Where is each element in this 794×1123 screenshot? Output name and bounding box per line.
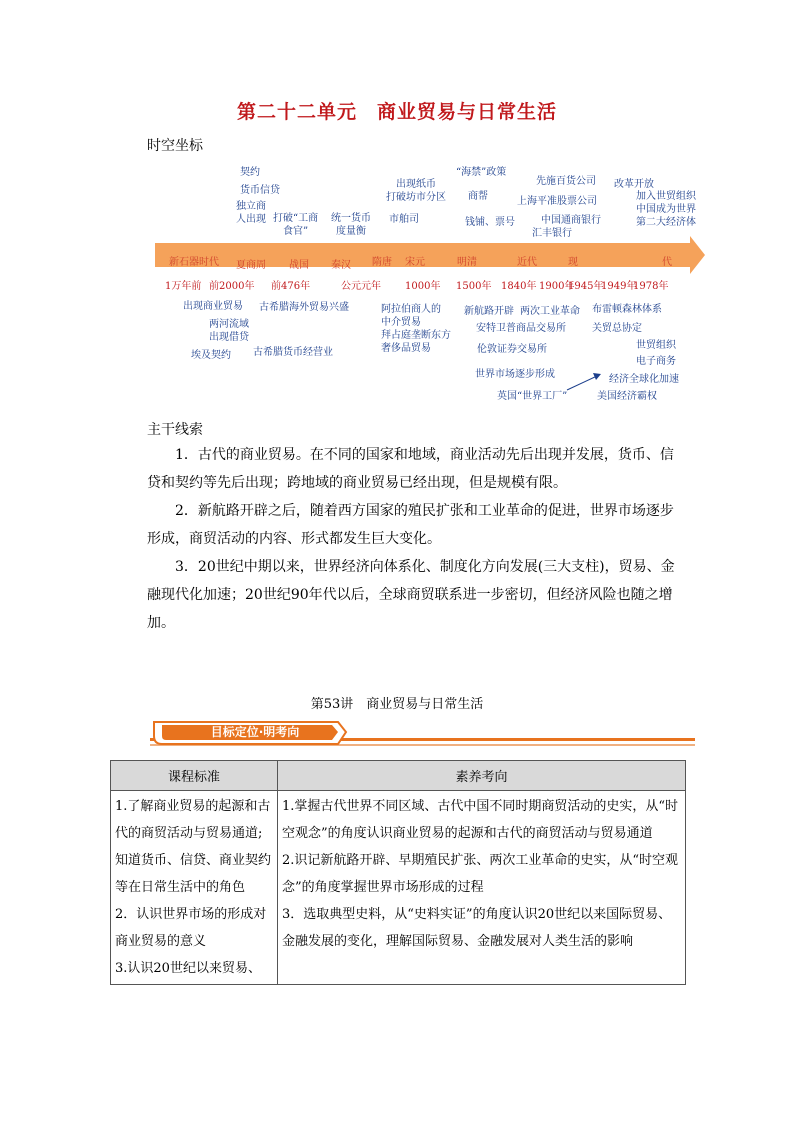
timeline-event: 汇丰银行	[532, 228, 572, 239]
timeline-event: 市舶司	[389, 214, 419, 225]
table-cell-literacy: 1.掌握古代世界不同区域、古代中国不同时期商贸活动的史实，从“时空观念”的角度认识商业贸易的起源和古代的商贸活动与贸易通道 2.识记新航路开辟、早期殖民扩张、两次工业革命的史实，从“时空观念”的角度掌握世界市场形成的过程 3．选取典型史料，从“史料实证”的角度认识20世纪以来国际贸易、金融发展的变化，理解国际贸易、金融发展对人类生活的影响	[278, 791, 686, 985]
era-label: 隋唐	[372, 257, 392, 268]
year-label: 1000年	[405, 281, 441, 292]
year-label: 前476年	[271, 281, 311, 292]
timeline-event: 美国经济霸权	[597, 391, 657, 402]
era-label: 新石器时代	[169, 257, 219, 268]
timeline-event: 出现商业贸易	[183, 301, 243, 312]
table-header: 素养考向	[278, 761, 686, 791]
timeline-event: 先施百货公司	[536, 176, 596, 187]
paragraph: 2．新航路开辟之后，随着西方国家的殖民扩张和工业革命的促进，世界市场逐步形成，商贸活动的内容、形式都发生巨大变化。	[147, 503, 674, 547]
timeline-event: 布雷顿森林体系	[592, 304, 662, 315]
paragraph: 3．20世纪中期以来，世界经济向体系化、制度化方向发展(三大支柱)，贸易、金融现代化加速；20世纪90年代以后，全球商贸联系进一步密切，但经济风险也随之增加。	[147, 559, 675, 631]
era-label: 夏商周	[236, 260, 266, 271]
timeline-event: 货币信贷	[240, 185, 280, 196]
timeline-event: 两河流域 出现借贷	[209, 319, 249, 343]
timeline-event: 经济全球化加速	[609, 374, 679, 385]
year-label: 前2000年	[209, 281, 255, 292]
timeline-event: 独立商 人出现	[236, 201, 266, 225]
timeline-event: “海禁”政策	[456, 167, 507, 178]
timeline-event: 上海平准股票公司	[517, 196, 597, 207]
timeline-event: 电子商务	[636, 356, 676, 367]
timeline-event: 世界市场逐步形成	[475, 369, 555, 380]
timeline-event: 安特卫普商品交易所	[476, 323, 566, 334]
timeline-event: 加入世贸组织 中国成为世界 第二大经济体	[636, 191, 696, 228]
year-label: 1945年	[568, 281, 604, 292]
table-header-row	[111, 761, 686, 791]
timeline-event: 新航路开辟	[464, 306, 514, 317]
timeline-event: 中国通商银行	[541, 215, 601, 226]
timeline-event: 阿拉伯商人的 中介贸易 拜占庭垄断东方 奢侈品贸易	[381, 304, 451, 354]
timeline-event: 关贸总协定	[592, 323, 642, 334]
table-cell-standards: 1.了解商业贸易的起源和古代的商贸活动与贸易通道;知道货币、信贷、商业契约等在日常生活中的角色 2．认识世界市场的形成对商业贸易的意义 3.认识20世纪以来贸易、	[111, 791, 278, 985]
year-label: 1978年	[633, 281, 669, 292]
era-label: 秦汉	[331, 260, 351, 271]
timeline-event: 改革开放	[614, 179, 654, 190]
arrow-to-globalization-icon	[565, 370, 605, 392]
timeline-event: 两次工业革命	[520, 306, 580, 317]
era-label: 近代	[517, 257, 537, 268]
page-title: 第二十二单元 商业贸易与日常生活	[236, 101, 557, 123]
timeline-event: 古希腊货币经营业	[253, 347, 333, 358]
timeline-event: 古希腊海外贸易兴盛	[259, 302, 349, 313]
year-label: 1500年	[456, 281, 492, 292]
era-label: 代	[662, 257, 672, 268]
era-label: 现	[568, 257, 578, 268]
timeline-event: 统一货币 度量衡	[331, 213, 371, 237]
table-header: 课程标准	[111, 761, 278, 791]
table-row	[111, 791, 686, 985]
year-label: 公元元年	[341, 281, 381, 292]
era-label: 宋元	[405, 257, 425, 268]
year-label: 1900年	[539, 281, 575, 292]
timeline-event: 商帮	[468, 191, 488, 202]
year-label: 1949年	[601, 281, 637, 292]
year-label: 1万年前	[165, 281, 202, 292]
paragraph: 1．古代的商业贸易。在不同的国家和地域，商业活动先后出现并发展，货币、信贷和契约等先后出现；跨地域的商业贸易已经出现，但是规模有限。	[147, 447, 674, 491]
lecture-title: 第53讲 商业贸易与日常生活	[310, 697, 484, 712]
timeline-heading: 时空坐标	[147, 138, 203, 154]
timeline-event: 伦敦证券交易所	[477, 344, 547, 355]
timeline-event: 世贸组织	[636, 340, 676, 351]
main-paragraphs	[147, 441, 677, 637]
timeline-event: 契约	[240, 167, 260, 178]
timeline-event: 打破“工商 食官”	[273, 213, 319, 237]
era-label: 战国	[289, 260, 309, 271]
main-heading: 主干线索	[147, 422, 203, 438]
timeline-event: 出现纸币 打破坊市分区	[386, 179, 446, 203]
banner-label: 目标定位·明考向	[210, 725, 300, 739]
standards-table	[110, 760, 686, 985]
section-banner	[150, 720, 695, 748]
timeline-event: 英国“世界工厂”	[497, 391, 568, 402]
year-label: 1840年	[501, 281, 537, 292]
era-label: 明清	[457, 257, 477, 268]
timeline-event: 钱铺、票号	[465, 217, 515, 228]
timeline-event: 埃及契约	[191, 350, 231, 361]
